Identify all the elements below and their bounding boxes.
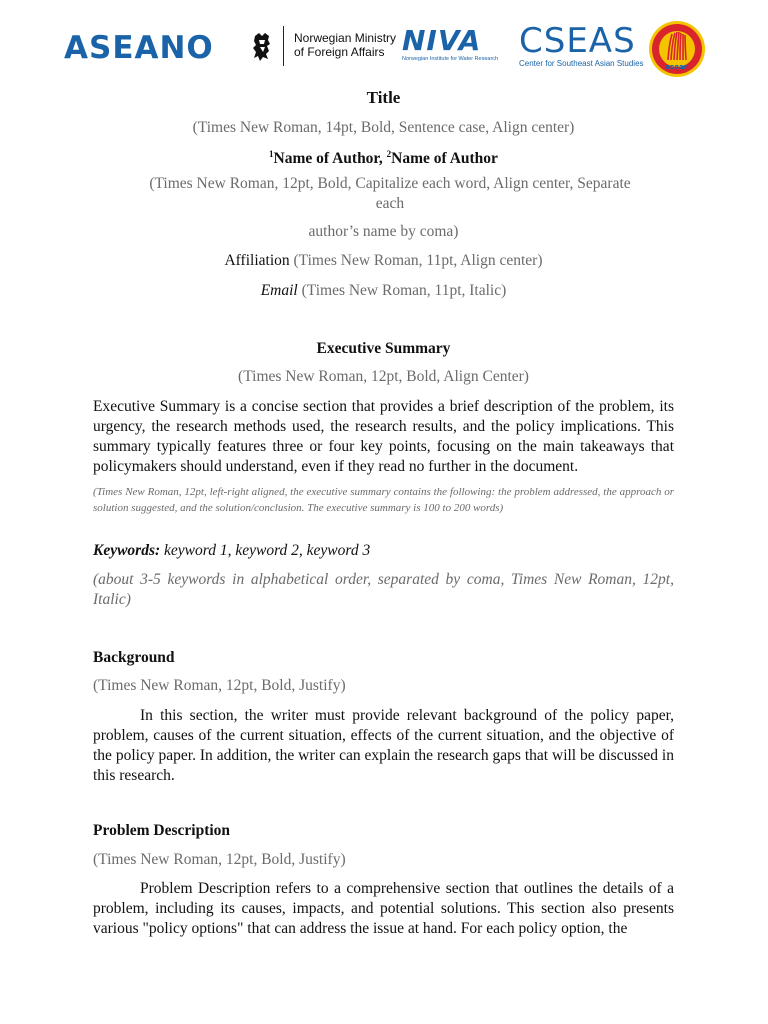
- email-format-note: (Times New Roman, 11pt, Italic): [297, 282, 507, 299]
- email-line: [93, 281, 674, 301]
- cseas-logo: [519, 21, 644, 68]
- cseas-subtitle: Center for Southeast Asian Studies: [519, 59, 644, 68]
- title-format-note: (Times New Roman, 14pt, Bold, Sentence case, Align center): [192, 119, 575, 136]
- author-2-superscript: 2: [386, 148, 392, 159]
- keywords-label: Keywords:: [93, 542, 161, 559]
- asean-emblem-icon: [648, 20, 706, 78]
- cseas-wordmark: CSEAS: [519, 21, 636, 61]
- author-format-note-line-2: each: [375, 195, 405, 212]
- author-2-name: Name of Author: [391, 150, 498, 167]
- author-format-note-line-1: (Times New Roman, 12pt, Bold, Capitalize each word, Align center, Separate: [149, 175, 631, 192]
- executive-summary-heading: Executive Summary: [316, 340, 451, 357]
- author-format-note: [140, 174, 640, 214]
- keywords-format-note: (about 3-5 keywords in alphabetical order, separated by coma, Times New Roman, 12pt, Italic): [93, 571, 674, 608]
- niva-logo: [402, 26, 498, 62]
- author-1-superscript: 1: [269, 148, 274, 159]
- email-label: Email: [260, 282, 298, 299]
- keywords-line: [93, 541, 674, 561]
- logo-divider: [283, 26, 284, 66]
- affiliation-format-note: (Times New Roman, 11pt, Align center): [289, 252, 543, 269]
- problem-description-format-note: (Times New Roman, 12pt, Bold, Justify): [93, 851, 346, 868]
- problem-description-heading: Problem Description: [93, 822, 231, 839]
- keywords-values: keyword 1, keyword 2, keyword 3: [160, 542, 371, 559]
- aseano-logo: ASEANO: [64, 30, 214, 66]
- background-heading: Background: [93, 649, 175, 666]
- document-title: Title: [366, 88, 401, 107]
- affiliation-line: [93, 251, 674, 271]
- background-body: In this section, the writer must provide relevant background of the policy paper, problem, causes of the current situation, effects of the current situation, and the objective of the policy paper. In addition, the writer can explain the research gaps that will be discussed in this research.: [93, 707, 674, 784]
- asean-emblem-label: asean: [665, 63, 689, 71]
- niva-wordmark: NIVA: [402, 24, 482, 57]
- norway-lion-icon: [251, 32, 273, 62]
- ministry-logo-text: [294, 31, 396, 59]
- author-1-name: Name of Author,: [273, 150, 387, 167]
- ministry-line-2: of Foreign Affairs: [294, 45, 385, 59]
- problem-description-body: Problem Description refers to a comprehensive section that outlines the details of a problem, including its causes, impacts, and potential solutions. This section also presents various "policy options" that can address the issue at hand. For each policy option, the: [93, 880, 674, 937]
- ministry-line-1: Norwegian Ministry: [294, 31, 397, 45]
- executive-summary-format-note: (Times New Roman, 12pt, Bold, Align Center): [238, 368, 529, 385]
- background-format-note: (Times New Roman, 12pt, Bold, Justify): [93, 677, 346, 694]
- author-format-note-line-3: author’s name by coma): [308, 223, 459, 240]
- executive-summary-body: Executive Summary is a concise section that provides a brief description of the problem, its urgency, the research methods used, the research results, and the policy implications. This summary typically features three or four key points, focusing on the main takeaways that policymakers should understand, even if they read no further in the document.: [93, 398, 674, 475]
- affiliation-label: Affiliation: [224, 252, 290, 269]
- logo-bar: [0, 18, 768, 82]
- executive-summary-instructions: (Times New Roman, 12pt, left-right aligned, the executive summary contains the following: the problem addressed, the approach or solution suggested, and the solution/conclusion. The executive summary is 100 to 200 words): [93, 486, 674, 514]
- author-names: [93, 149, 674, 169]
- niva-subtitle: Norwegian Institute for Water Research: [402, 56, 499, 62]
